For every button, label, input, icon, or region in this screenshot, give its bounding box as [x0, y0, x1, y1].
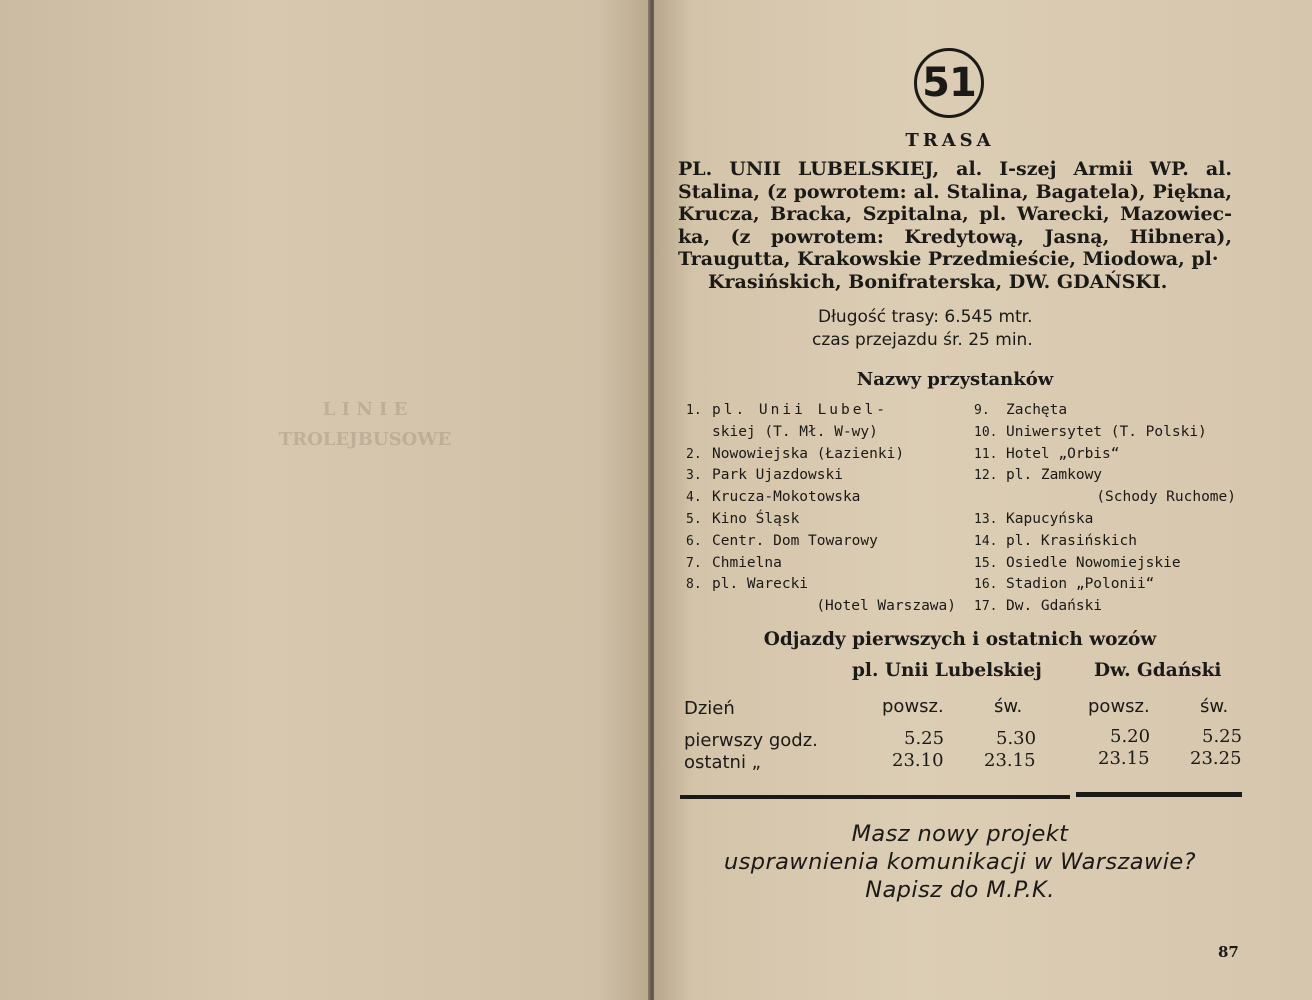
stop-number: 17.: [974, 599, 998, 615]
stop-item: [974, 509, 1236, 531]
terminal-b-holiday-label: św.: [1200, 696, 1229, 717]
slogan: [680, 820, 1240, 904]
last-departure-label: ostatni „: [684, 752, 761, 773]
terminal-b-heading: Dw. Gdański: [1094, 660, 1222, 681]
terminal-b-weekday-label: powsz.: [1088, 696, 1150, 717]
stop-name: Park Ujazdowski: [712, 467, 843, 484]
route-line-5: Traugutta, Krakowskie Przedmieście, Miodowa, pl·: [678, 248, 1219, 270]
route-description: [678, 158, 1232, 293]
stop-name: pl. Zamkowy: [1006, 467, 1103, 484]
first-a-holiday: 5.30: [996, 728, 1037, 749]
stop-number: 12.: [974, 468, 998, 484]
stop-number: 14.: [974, 533, 998, 549]
stop-name: Nowowiejska (Łazienki): [712, 445, 905, 462]
divider-rule-short: [1076, 792, 1242, 797]
stop-number: 6.: [686, 533, 702, 549]
stop-item: [974, 531, 1236, 553]
route-line-6: Krasińskich, Bonifraterska, DW. GDAŃSKI.: [708, 270, 1168, 293]
route-number-badge: [914, 48, 984, 118]
stop-item: [686, 531, 956, 553]
bleed-through-line-1: L I N I E: [322, 399, 408, 420]
route-line-4: ka, (z powrotem: Kredytową, Jasną, Hibnera),: [678, 225, 1232, 248]
route-line-3: Krucza, Bracka, Szpitalna, pl. Warecki, Mazowiec-: [678, 203, 1232, 225]
stop-number: 5.: [686, 511, 702, 527]
stop-item: [974, 422, 1236, 444]
slogan-line-1: Masz nowy projekt: [851, 821, 1069, 847]
stop-item: [686, 574, 956, 596]
divider-rule: [680, 795, 1070, 799]
stop-item: [686, 509, 956, 531]
route-line-1: PL. UNII LUBELSKIEJ, al. I-szej Armii WP. al.: [678, 158, 1232, 180]
stop-item: [686, 465, 956, 487]
route-heading: TRASA: [905, 130, 995, 151]
bleed-through-line-2: TROLEJBUSOWE: [278, 429, 452, 450]
stop-name-continued: (Hotel Warszawa): [816, 598, 956, 615]
last-b-holiday: 23.25: [1190, 748, 1242, 769]
stop-name: Uniwersytet (T. Polski): [1006, 423, 1207, 440]
slogan-line-3: Napisz do M.P.K.: [865, 877, 1055, 903]
stop-item: [974, 553, 1236, 575]
stop-number: 4.: [686, 490, 702, 506]
stop-number: 15.: [974, 555, 998, 571]
stops-list-right: [974, 400, 1236, 618]
first-b-holiday: 5.25: [1202, 726, 1243, 747]
first-b-weekday: 5.20: [1110, 726, 1151, 747]
left-page: [0, 0, 650, 1000]
stop-number: 11.: [974, 446, 998, 462]
stop-name: Kino Śląsk: [712, 510, 800, 527]
first-departure-label: pierwszy godz.: [684, 730, 818, 751]
stop-item: [974, 574, 1236, 596]
stop-item: [686, 400, 956, 444]
stop-number: 7.: [686, 555, 702, 571]
stop-number: 2.: [686, 446, 702, 462]
stop-number: 9.: [974, 403, 990, 418]
stop-item: [686, 487, 956, 509]
stop-number: 10.: [974, 424, 998, 440]
stop-name: Zachęta: [1006, 402, 1068, 418]
slogan-line-2: usprawnienia komunikacji w Warszawie?: [723, 849, 1196, 875]
stop-item: [974, 465, 1236, 487]
stop-name: Chmielna: [712, 554, 782, 571]
stop-name: Centr. Dom Towarowy: [712, 532, 878, 549]
stop-number: 1.: [686, 403, 702, 418]
bleed-through-text: [230, 395, 500, 455]
stops-title: Nazwy przystanków: [856, 369, 1054, 390]
last-a-weekday: 23.10: [892, 750, 944, 771]
last-a-holiday: 23.15: [984, 750, 1036, 771]
last-b-weekday: 23.15: [1098, 748, 1150, 769]
stop-number: 3.: [686, 468, 702, 484]
travel-time: czas przejazdu śr. 25 min.: [812, 330, 1033, 350]
stop-name: Kapucyńska: [1006, 510, 1094, 527]
terminal-a-heading: pl. Unii Lubelskiej: [852, 660, 1042, 681]
terminal-a-weekday-label: powsz.: [882, 696, 944, 717]
stop-name: Dw. Gdański: [1006, 598, 1103, 615]
stops-list-left: [686, 400, 956, 618]
stop-name-continued: (Schody Ruchome): [1096, 489, 1236, 506]
stop-item: [974, 596, 1236, 618]
stop-item: [686, 553, 956, 575]
stop-number: 16.: [974, 577, 998, 593]
stop-name: Hotel „Orbis“: [1006, 445, 1120, 462]
stop-name: Stadion „Polonii“: [1006, 576, 1155, 593]
stop-number: 13.: [974, 511, 998, 527]
day-label: Dzień: [684, 698, 735, 719]
stop-name-continued: skiej (T. Mł. W-wy): [712, 423, 878, 440]
stop-name: Krucza-Mokotowska: [712, 489, 861, 506]
route-length: Długość trasy: 6.545 mtr.: [818, 307, 1033, 327]
route-number: 51: [922, 60, 976, 106]
route-line-2: Stalina, (z powrotem: al. Stalina, Bagatela), Piękna,: [678, 180, 1232, 203]
stop-name-block: [712, 400, 888, 444]
stop-item: [974, 400, 1236, 422]
stop-name: pl. Krasińskich: [1006, 532, 1137, 549]
stop-item: [974, 444, 1236, 466]
terminal-a-holiday-label: św.: [994, 696, 1023, 717]
stop-name: Osiedle Nowomiejskie: [1006, 554, 1181, 571]
departures-title: Odjazdy pierwszych i ostatnich wozów: [763, 629, 1157, 650]
stop-name: pl. Unii Lubel-: [712, 402, 888, 418]
page-number: 87: [1218, 943, 1239, 961]
stop-number: 8.: [686, 577, 702, 593]
first-a-weekday: 5.25: [904, 728, 945, 749]
route-stats: [812, 306, 1112, 352]
stop-item: [686, 444, 956, 466]
stop-name: pl. Warecki: [712, 576, 809, 593]
